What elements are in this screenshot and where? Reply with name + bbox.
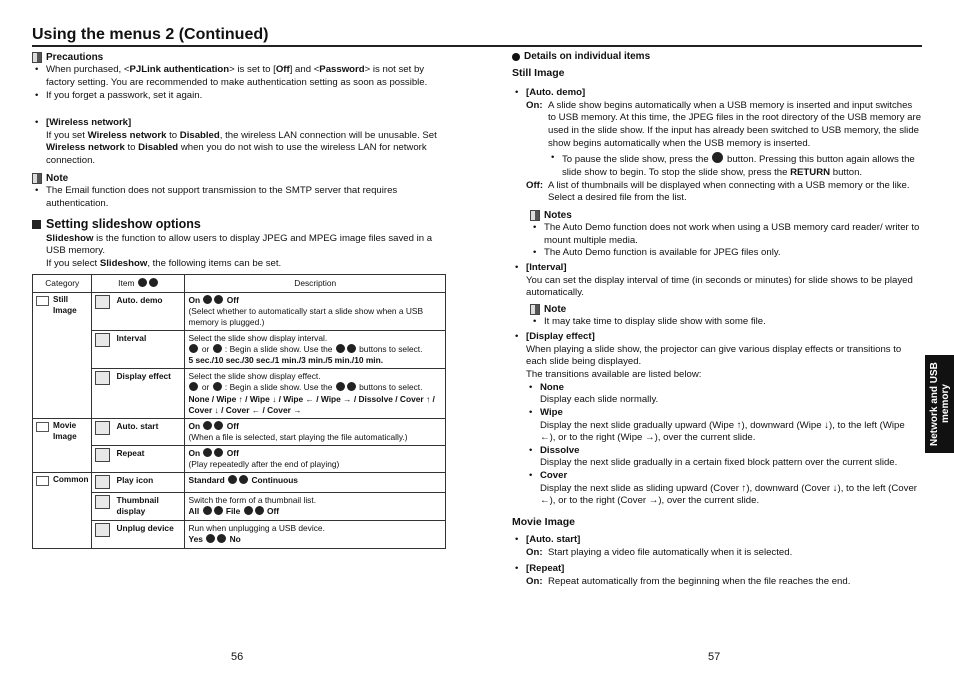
section-intro: Slideshow is the function to allow users to display JPEG and MPEG image files saved in a USB memory.: [46, 232, 433, 257]
list-item: • Cover Display the next slide as sliding upward (Cover ↑), downward (Cover ↓), to the left (Cover ←), or to the right (Cover →), over the current slide.: [526, 470, 922, 508]
page-title: Using the menus 2 (Continued): [32, 26, 269, 43]
down-button-icon: [149, 278, 158, 287]
play-icon-icon: [95, 475, 110, 489]
auto-start-icon: [95, 421, 110, 435]
left-button-icon: [203, 506, 212, 515]
item-play-icon: Play icon: [92, 473, 185, 493]
auto-start-item: • [Auto. start]: [512, 534, 922, 547]
right-button-icon: [214, 295, 223, 304]
precautions-list: [32, 64, 446, 102]
item-unplug-device: Unplug device: [92, 521, 185, 549]
effect-item: • [Display effect]: [512, 331, 922, 344]
enter-button-icon: [189, 382, 198, 391]
note-icon: [530, 304, 540, 315]
pause-tip: • To pause the slide show, press the button. Pressing this button again allows the slide show to begin. To stop the slide show, press the RETURN button.: [548, 152, 922, 179]
right-button-icon: [214, 506, 223, 515]
note-heading: Note: [526, 303, 922, 316]
auto-demo-on: On: A slide show begins automatically when a USB memory is inserted and input switches to USB memory. At this time, the JPEG files in the root directory of the USB memory are used in the slide show. If the input has already been switched to USB memory, the slide show begins automatically when the USB memory is inserted.: [526, 99, 922, 149]
unplug-device-icon: [95, 523, 110, 537]
list-item: • When purchased, <PJLink authentication> is set to [Off] and <Password> is not set by factory setting. You are recommended to make authentication setting as soon as possible.: [32, 64, 446, 89]
item-interval: Interval: [92, 331, 185, 369]
effects-list: [526, 382, 922, 509]
interval-icon: [95, 333, 110, 347]
movie-image-icon: [36, 422, 49, 432]
display-effect-icon: [95, 371, 110, 385]
circle-bullet-icon: [512, 53, 520, 61]
left-button-icon: [203, 421, 212, 430]
up-button-icon: [336, 382, 345, 391]
side-tab: Network and USB memory: [925, 355, 954, 453]
movie-image-heading: Movie Image: [512, 516, 576, 529]
note-list: • The Email function does not support transmission to the SMTP server that requires authentication.: [32, 185, 446, 210]
left-button-icon: [244, 506, 253, 515]
interval-text: You can set the display interval of time (in seconds or minutes) for slide shows to be played automatically.: [526, 274, 913, 299]
list-item: • None Display each slide normally.: [526, 382, 922, 407]
category-movie: Movie Image: [33, 418, 92, 472]
auto-demo-icon: [95, 295, 110, 309]
list-item: • If you forget a passwork, set it again.: [32, 90, 446, 103]
right-button-icon: [214, 421, 223, 430]
list-item: • Wipe Display the next slide gradually upward (Wipe ↑), downward (Wipe ↓), to the left (Wipe ←), or to the right (Wipe →), over the current slide.: [526, 407, 922, 445]
note-icon: [32, 173, 42, 184]
details-heading: Details on individual items: [512, 50, 922, 63]
repeat-icon: [95, 448, 110, 462]
left-column: [32, 50, 446, 549]
item-auto-start: Auto. start: [92, 418, 185, 445]
up-button-icon: [336, 344, 345, 353]
down-button-icon: [347, 382, 356, 391]
category-common: Common: [33, 473, 92, 549]
still-image-heading: Still Image: [512, 67, 565, 80]
still-image-icon: [36, 296, 49, 306]
left-button-icon: [203, 448, 212, 457]
right-button-icon: [214, 448, 223, 457]
repeat-on: On: Repeat automatically from the beginning when the file reaches the end.: [526, 575, 851, 587]
right-button-icon: [255, 506, 264, 515]
wireless-text: If you set Wireless network to Disabled, the wireless LAN connection will be unusable. Set Wireless network to Disabled when you do not wish to use the wireless LAN for network connection.: [46, 129, 437, 167]
left-button-icon: [203, 295, 212, 304]
repeat-item: • [Repeat]: [512, 563, 922, 576]
notes-heading: Notes: [526, 209, 922, 222]
section-intro-2: If you select Slideshow, the following items can be set.: [46, 258, 282, 270]
header-category: Category: [33, 274, 92, 292]
left-button-icon: [228, 475, 237, 484]
item-auto-demo: Auto. demo: [92, 292, 185, 330]
section-heading: Setting slideshow options: [32, 216, 446, 233]
header-item: Item: [92, 274, 185, 292]
enter-button-icon: [189, 344, 198, 353]
page-number-left: 56: [231, 651, 244, 663]
right-button-icon: [213, 344, 222, 353]
down-button-icon: [347, 344, 356, 353]
auto-demo-off: Off: A list of thumbnails will be displayed when connecting with a USB memory or the like. Select a desired file from the list.: [526, 179, 910, 204]
right-button-icon: [217, 534, 226, 543]
interval-item: • [Interval]: [512, 262, 922, 275]
square-bullet-icon: [32, 220, 41, 229]
options-table: Category Item Description Still Image Auto. demo On Off (Select whether to automatically start a slide show when a USB memory is plugged.) Interval Select the slide show display interval. or : Begin a slide show. Use the buttons to select. 5 sec./10 sec./30 sec./1 min./3 min./5 min./10 min. Display effect Select the slide show display effect. or : Begin a slide show. Use the buttons to select. None / Wipe ↑ / Wipe ↓ / Wipe ← / Wipe → / Dissolve / Cover ↑ / Cover ↓ / Cover ← / Cover → Movie Image Auto. start On Off (When a file is selected, start playing the file automatically.) Repeat On Off (Play repeatedly after the end of playing) Common Play icon Standard Continuous Thumbnail display Switch the form of a thumbnail list. All File Off Unplug device Run when unplugging a USB device. Yes No: [32, 274, 446, 549]
auto-start-on: On: Start playing a video file automatically when it is selected.: [526, 546, 793, 558]
note-heading: Note: [32, 172, 446, 185]
enter-button-icon: [712, 152, 723, 163]
notes-list: • The Auto Demo function does not work when using a USB memory card reader/ writer to mount multiple media. • The Auto Demo function is available for JPEG files only.: [526, 222, 922, 260]
note-icon: [32, 52, 42, 63]
thumbnail-icon: [95, 495, 110, 509]
right-button-icon: [213, 382, 222, 391]
title-rule: [32, 45, 922, 47]
up-button-icon: [138, 278, 147, 287]
note-icon: [530, 210, 540, 221]
page-number-right: 57: [708, 651, 721, 663]
category-still: Still Image: [33, 292, 92, 418]
right-column: Details on individual items Still Image • [Auto. demo] On: A slide show begins automatically when a USB memory is inserted and input switches to USB memory. At this time, the JPEG files in the root directory of the USB memory are used in the slide show. If the input has already been switched to USB memory, the slide show begins automatically when the USB memory is inserted. • To pause the slide show, press the button. Pressing this button again allows the slide show to begin. To stop the slide show, press the RETURN button. Off: A list of thumbnails will be displayed when connecting with a USB memory or the like. Select a desired file from the list. Notes • The Auto Demo function does not work when using a USB memory card reader/ writer to mount multiple media. • The Auto Demo function is available for JPEG files only. • [Interval] You can set the display interval of time (in seconds or minutes) for slide shows to be played automatically. Note • It may take time to display slide show with some file. • [Display effect] When playing a slide show, the projector can give various display effects or transitions to each slide being displayed. The transitions available are listed below: • None Display each slide normally. • Wipe Display the next slide gradually upward (Wipe ↑), downward (Wipe ↓), to the left (Wipe ←), or to the right (Wipe →), over the current slide. • Dissolve Display the next slide gradually in a certain fixed block pattern over the current slide. • Cover Display the next slide as sliding upward (Cover ↑), downward (Cover ↓), to the left (Cover ←), or to the right (Cover →), over the current slide. Movie Image • [Auto. start] On: Start playing a video file automatically when it is selected. • [Repeat] On: Repeat automatically from the beginning when the file reaches the end.: [512, 50, 922, 589]
list-item: • Dissolve Display the next slide gradually in a certain fixed block pattern over the current slide.: [526, 445, 922, 470]
wireless-item: • [Wireless network]: [32, 117, 446, 130]
item-thumbnail-display: Thumbnail display: [92, 493, 185, 521]
header-description: Description: [185, 274, 446, 292]
item-repeat: Repeat: [92, 445, 185, 472]
common-icon: [36, 476, 49, 486]
item-display-effect: Display effect: [92, 369, 185, 418]
left-button-icon: [206, 534, 215, 543]
precautions-heading: Precautions: [32, 51, 446, 64]
right-button-icon: [239, 475, 248, 484]
auto-demo-item: • [Auto. demo]: [512, 87, 922, 100]
